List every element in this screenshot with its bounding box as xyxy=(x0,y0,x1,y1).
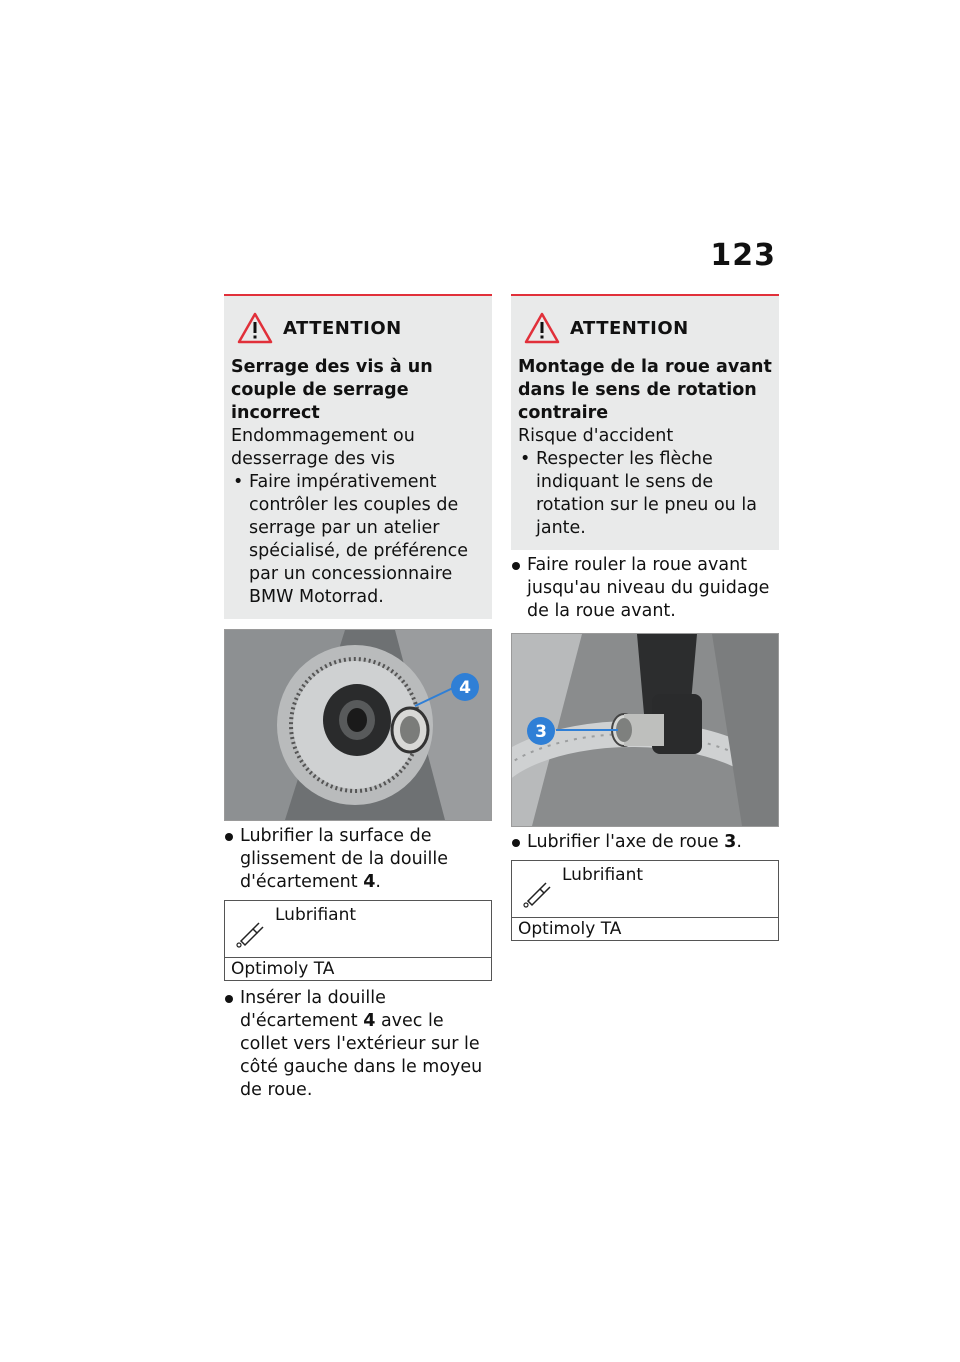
photo-wheel-axle xyxy=(511,633,779,827)
step-text: Lubrifier la surface de glissement de la douille d'écartement xyxy=(240,826,449,892)
step-ref: 4 xyxy=(363,872,376,892)
callout-3: 3 xyxy=(535,722,547,742)
warning-box-screw-torque xyxy=(224,294,492,619)
step-roll-wheel xyxy=(511,554,779,623)
warning-header xyxy=(231,312,485,344)
step-lubricate-axle xyxy=(511,831,779,854)
step-text: Faire rouler la roue avant jusqu'au niveau du guidage de la roue avant. xyxy=(527,555,770,621)
lubricant-product: Optimoly TA xyxy=(231,959,335,979)
warning-header xyxy=(518,312,772,344)
lubricant-table xyxy=(224,900,492,981)
lubricant-icon xyxy=(520,877,552,909)
right-column xyxy=(511,294,779,947)
warning-triangle-icon xyxy=(237,312,273,344)
page-number: 123 xyxy=(710,238,776,273)
photo-spacer-sleeve xyxy=(224,629,492,821)
step-text: Insérer la douille d'écartement xyxy=(240,988,386,1031)
lubricant-product: Optimoly TA xyxy=(518,919,622,939)
warning-consequence: Endommagement ou desserrage des vis xyxy=(231,426,415,469)
step-ref: 4 xyxy=(363,1011,376,1031)
step-lubricate-sleeve xyxy=(224,825,492,894)
warning-triangle-icon xyxy=(524,312,560,344)
lubricant-icon xyxy=(233,917,265,949)
warning-box-rotation xyxy=(511,294,779,550)
callout-4: 4 xyxy=(459,678,471,698)
warning-title: Montage de la roue avant dans le sens de rotation contraire xyxy=(518,357,772,423)
step-text-end: . xyxy=(375,872,381,892)
warning-instruction: • Respecter les flèche indiquant le sens de rotation sur le pneu ou la jante. xyxy=(518,448,772,540)
warning-label: ATTENTION xyxy=(283,317,402,339)
warning-instruction: • Faire impérativement contrôler les couples de serrage par un atelier spécialisé, de préférence par un concessionnaire BMW Motorrad. xyxy=(231,471,485,609)
left-column xyxy=(224,294,492,1102)
step-text-end: . xyxy=(736,832,742,852)
warning-consequence: Risque d'accident xyxy=(518,426,674,446)
lubricant-label: Lubrifiant xyxy=(562,865,644,885)
step-insert-sleeve xyxy=(224,987,492,1102)
step-ref: 3 xyxy=(724,832,737,852)
warning-title: Serrage des vis à un couple de serrage incorrect xyxy=(231,357,433,423)
warning-label: ATTENTION xyxy=(570,317,689,339)
lubricant-table xyxy=(511,860,779,941)
lubricant-label: Lubrifiant xyxy=(275,905,357,925)
step-text: Lubrifier l'axe de roue xyxy=(527,832,725,852)
step-text-end: avec le collet vers l'extérieur sur le côté gauche dans le moyeu de roue. xyxy=(240,1011,483,1100)
